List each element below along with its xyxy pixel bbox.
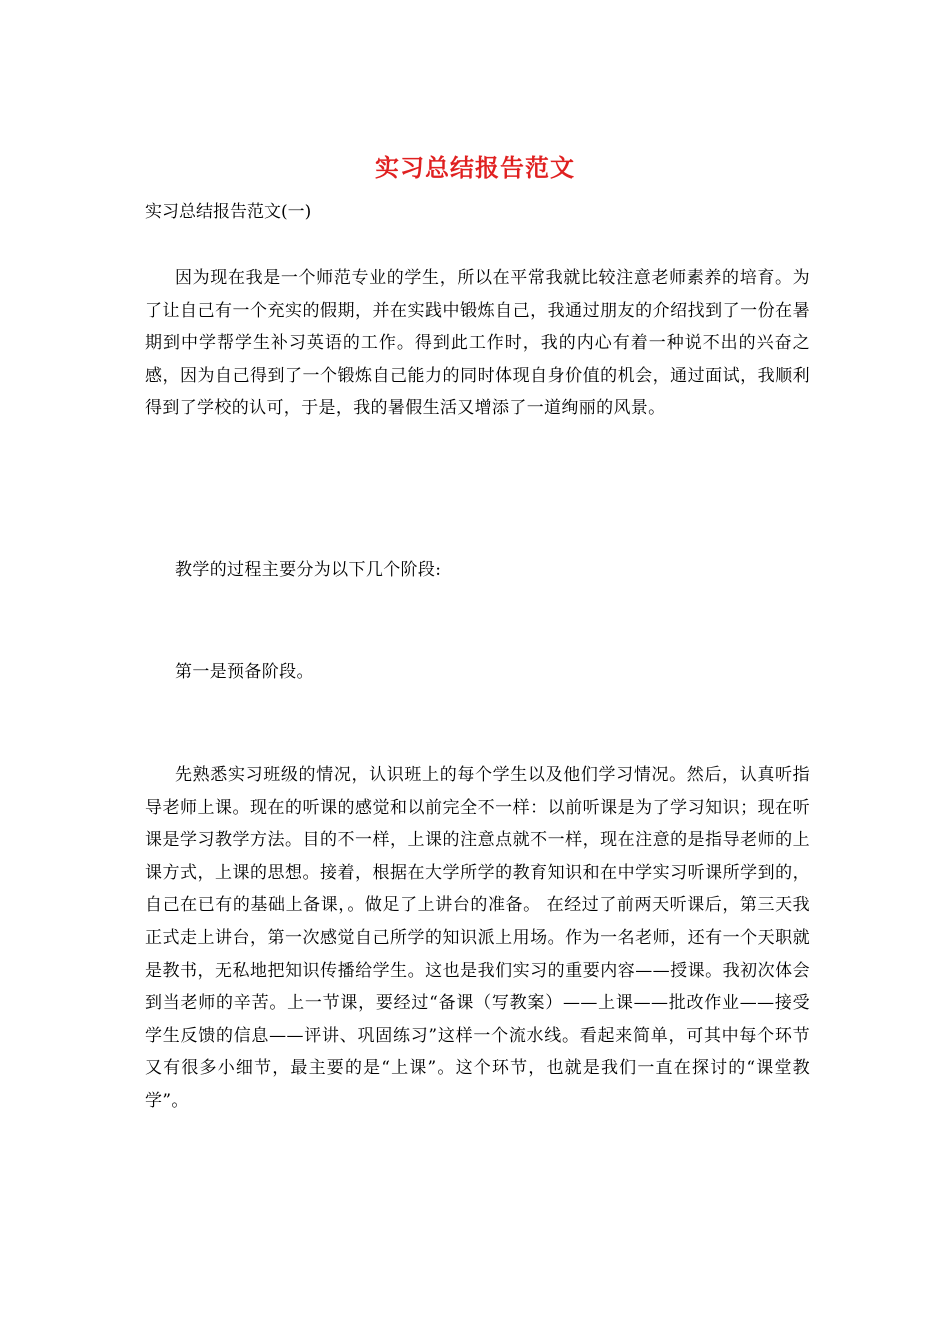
document-title: 实习总结报告范文 <box>375 153 575 182</box>
document-subtitle: 实习总结报告范文(一) <box>145 202 312 222</box>
paragraph-preparation: 先熟悉实习班级的情况，认识班上的每个学生以及他们学习情况。然后，认真听指导老师上课。现在的听课的感觉和以前完全不一样：以前听课是为了学习知识；现在听课是学习教学方法。目的不一样，上课的注意点就不一样，现在注意的是指导老师的上课方式，上课的思想。接着，根据在大学所学的教育知识和在中学实习听课所学到的，自己在已有的基础上备课，。做足了上讲台的准备。 在经过了前两天听课后，第三天我正式走上讲台，第一次感觉自己所学的知识派上用场。作为一名老师，还有一个天职就是教书，无私地把知识传播给学生。这也是我们实习的重要内容——授课。我初次体会到当老师的辛苦。上一节课，要经过“备课（写教案）——上课——批改作业——接受学生反馈的信息——评讲、巩固练习”这样一个流水线。看起来简单，可其中每个环节又有很多小细节，最主要的是“上课”。这个环节，也就是我们一直在探讨的“课堂教学”。 <box>145 765 810 1111</box>
paragraph-stage-one: 第一是预备阶段。 <box>175 662 314 682</box>
paragraph-stages: 教学的过程主要分为以下几个阶段: <box>175 560 442 580</box>
paragraph-intro: 因为现在我是一个师范专业的学生，所以在平常我就比较注意老师素养的培育。为了让自己有一个充实的假期，并在实践中锻炼自己，我通过朋友的介绍找到了一份在暑期到中学帮学生补习英语的工作。得到此工作时，我的内心有着一种说不出的兴奋之感，因为自己得到了一个锻炼自己能力的同时体现自身价值的机会，通过面试，我顺利得到了学校的认可，于是，我的暑假生活又增添了一道绚丽的风景。 <box>145 268 810 419</box>
